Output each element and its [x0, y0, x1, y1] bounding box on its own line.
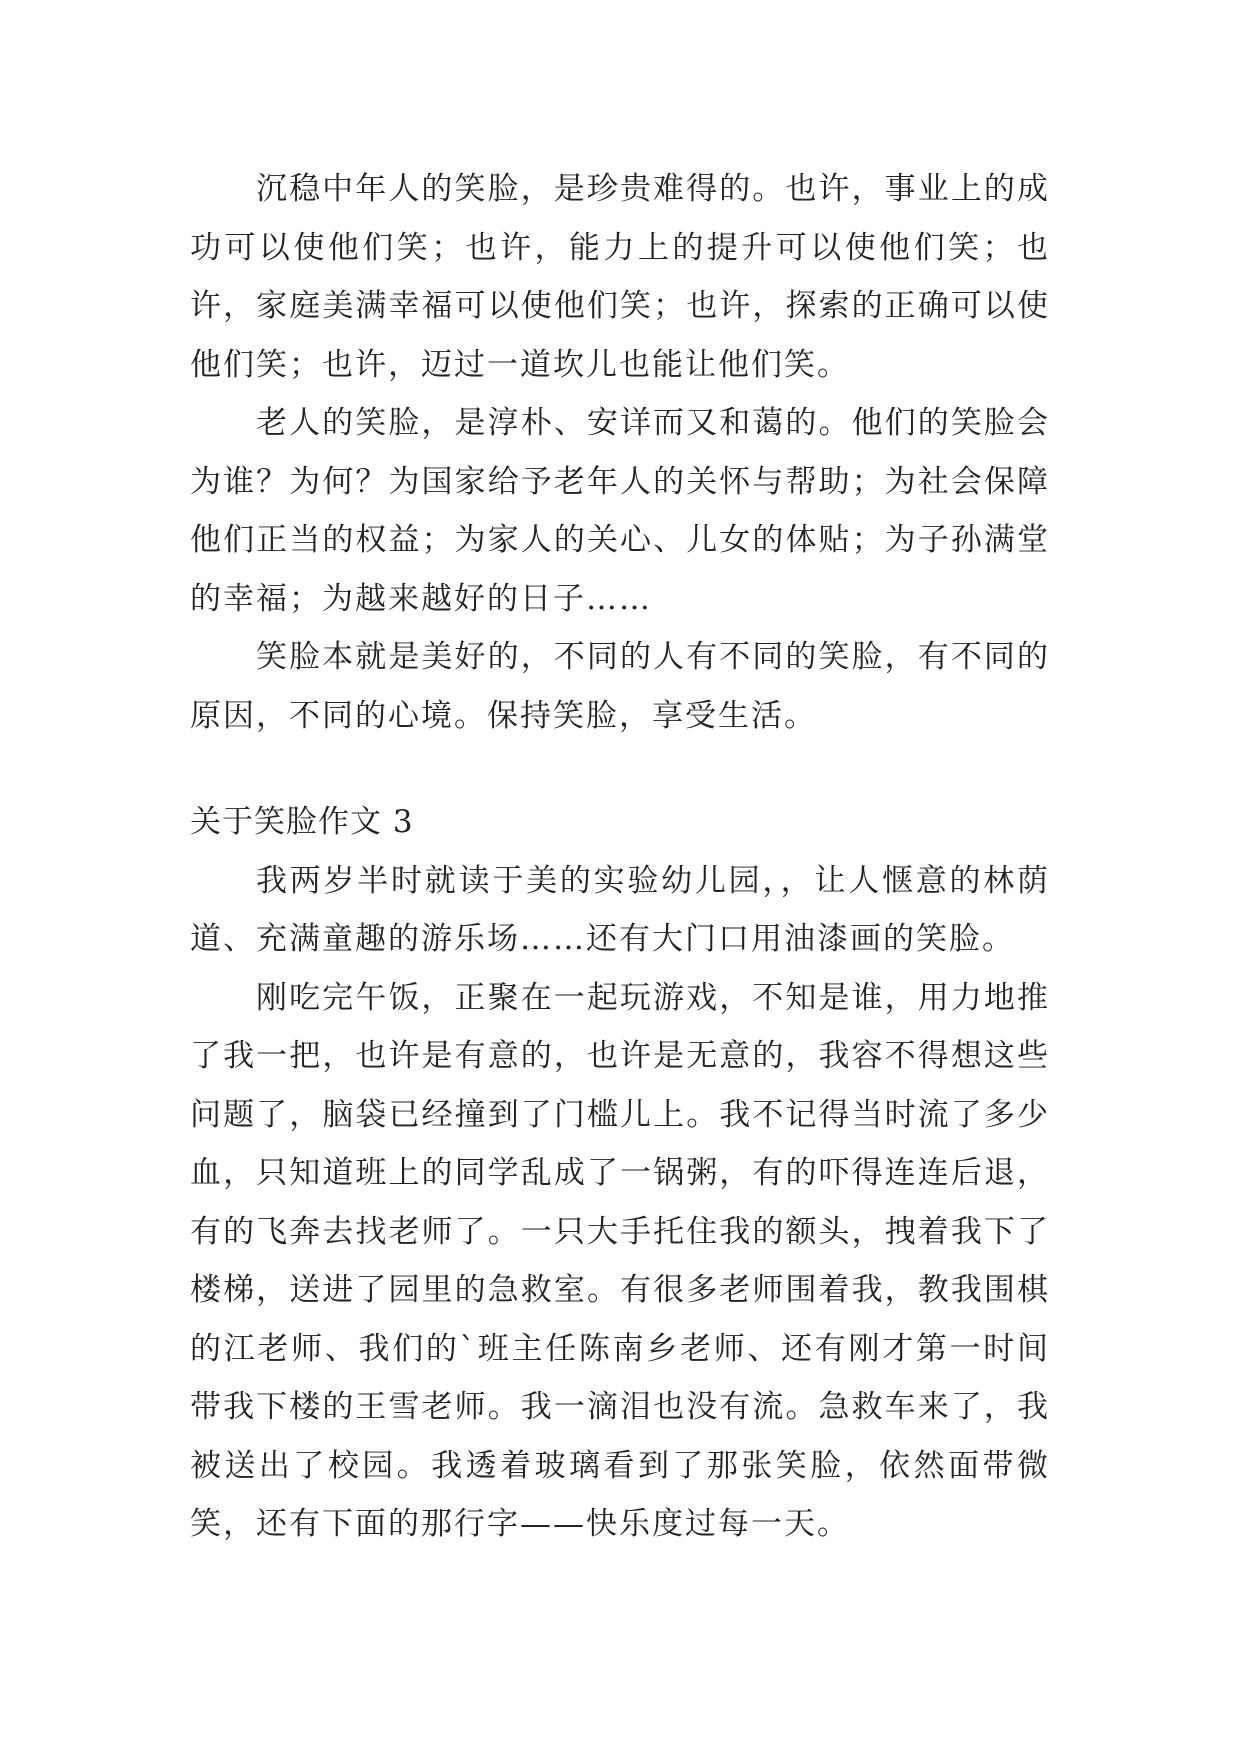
paragraph-conclusion: 笑脸本就是美好的，不同的人有不同的笑脸，有不同的原因，不同的心境。保持笑脸，享受生活。: [190, 639, 1050, 734]
paragraph-elderly-smiles: 老人的笑脸，是淳朴、安详而又和蔼的。他们的笑脸会为谁？为何？为国家给予老年人的关怀与帮助；为社会保障他们正当的权益；为家人的关心、儿女的体贴；为子孙满堂的幸福；为越来越好的日子……: [190, 405, 1050, 617]
paragraph-kindergarten: 我两岁半时就读于美的实验幼儿园，，让人惬意的林荫道、充满童趣的游乐场……还有大门口用油漆画的笑脸。: [190, 862, 1050, 957]
paragraph-middle-aged-smiles: 沉稳中年人的笑脸，是珍贵难得的。也许，事业上的成功可以使他们笑；也许，能力上的提升可以使他们笑；也许，家庭美满幸福可以使他们笑；也许，探索的正确可以使他们笑；也许，迈过一道坎儿也能让他们笑。: [190, 171, 1050, 383]
document-body: [190, 160, 1050, 1554]
section-heading: 关于笑脸作文 3: [190, 804, 414, 840]
paragraph-accident-story: 刚吃完午饭，正聚在一起玩游戏，不知是谁，用力地推了我一把，也许是有意的，也许是无意的，我容不得想这些问题了，脑袋已经撞到了门槛儿上。我不记得当时流了多少血，只知道班上的同学乱成了一锅粥，有的吓得连连后退，有的飞奔去找老师了。一只大手托住我的额头，拽着我下了楼梯，送进了园里的急救室。有很多老师围着我，教我围棋的江老师、我们的`班主任陈南乡老师、还有刚才第一时间带我下楼的王雪老师。我一滴泪也没有流。急救车来了，我被送出了校园。我透着玻璃看到了那张笑脸，依然面带微笑，还有下面的那行字——快乐度过每一天。: [190, 979, 1050, 1542]
